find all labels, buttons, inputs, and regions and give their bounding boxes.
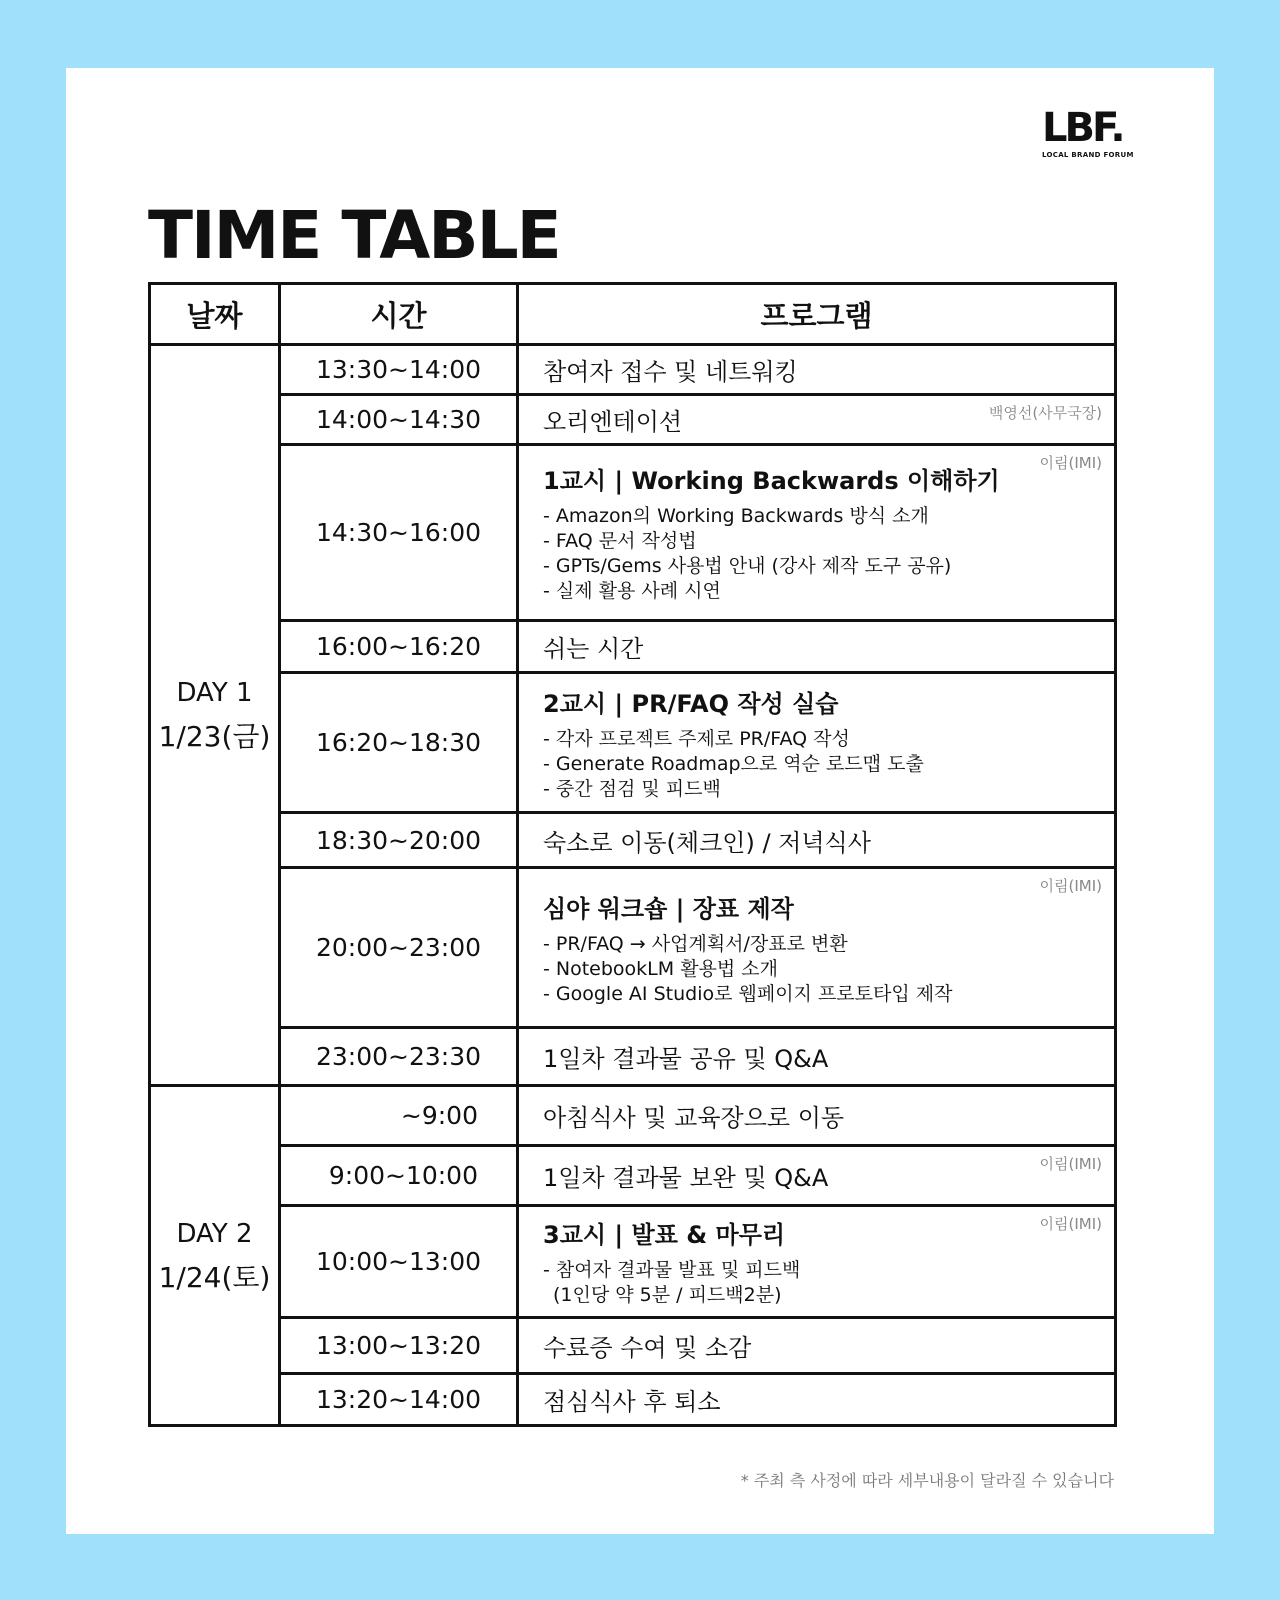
table-row [150, 1374, 1116, 1426]
time-cell: 20:00~23:00 [280, 868, 518, 1028]
program-cell [518, 621, 1116, 673]
program-cell [518, 813, 1116, 868]
program-title: 아침식사 및 교육장으로 이동 [543, 1104, 845, 1132]
footnote: * 주최 측 사정에 따라 세부내용이 달라질 수 있습니다 [740, 1471, 1114, 1490]
time-cell: ~9:00 [280, 1086, 518, 1146]
program-cell [518, 673, 1116, 813]
program-detail: - 중간 점검 및 피드백 [543, 777, 721, 800]
table-row [150, 1206, 1116, 1318]
program-detail: - NotebookLM 활용법 소개 [543, 957, 779, 980]
header-time: 시간 [280, 284, 518, 345]
time-cell: 13:20~14:00 [280, 1374, 518, 1426]
program-detail: - Google AI Studio로 웹페이지 프로토타입 제작 [543, 982, 953, 1005]
logo-subtitle: LOCAL BRAND FORUM [1042, 151, 1134, 159]
header-date: 날짜 [150, 284, 280, 345]
program-cell [518, 1318, 1116, 1374]
time-cell: 13:30~14:00 [280, 345, 518, 395]
program-detail: - 각자 프로젝트 주제로 PR/FAQ 작성 [543, 727, 850, 750]
day-1-cell [150, 345, 280, 1086]
program-detail: - 참여자 결과물 발표 및 피드백 [543, 1259, 801, 1281]
program-title: 심야 워크숍 | 장표 제작 [543, 894, 794, 923]
program-cell [518, 1206, 1116, 1318]
program-cell [518, 1374, 1116, 1426]
time-cell: 18:30~20:00 [280, 813, 518, 868]
program-cell [518, 1146, 1116, 1206]
program-title: 수료증 수여 및 소감 [543, 1334, 752, 1362]
program-title: 숙소로 이동(체크인) / 저녁식사 [543, 828, 871, 857]
program-title: 1교시 | Working Backwards 이해하기 [543, 467, 1000, 495]
day-label: DAY 1 [176, 678, 253, 708]
table-row [150, 345, 1116, 395]
timetable [148, 282, 1117, 1427]
speaker-label: 이림(IMI) [1039, 877, 1102, 895]
table-row [150, 1086, 1116, 1146]
program-title: 점심식사 후 퇴소 [543, 1388, 721, 1416]
speaker-label: 백영선(사무국장) [988, 404, 1102, 422]
program-title: 1일차 결과물 보완 및 Q&A [543, 1164, 829, 1192]
page-title: TIME TABLE [148, 197, 560, 274]
program-cell [518, 395, 1116, 445]
table-row [150, 395, 1116, 445]
program-title: 1일차 결과물 공유 및 Q&A [543, 1045, 829, 1073]
table-row [150, 673, 1116, 813]
time-cell: 23:00~23:30 [280, 1028, 518, 1086]
program-title: 참여자 접수 및 네트워킹 [543, 358, 798, 386]
program-title: 2교시 | PR/FAQ 작성 실습 [543, 689, 839, 718]
day-date: 1/23(금) [158, 720, 271, 753]
program-detail: - PR/FAQ → 사업계획서/장표로 변환 [543, 932, 848, 955]
program-detail: - Amazon의 Working Backwards 방식 소개 [543, 505, 929, 527]
logo-mark: LBF. [1042, 105, 1123, 151]
program-cell [518, 868, 1116, 1028]
program-title: 오리엔테이션 [543, 408, 683, 436]
header-row [150, 284, 1116, 345]
program-title: 쉬는 시간 [543, 635, 644, 663]
program-cell [518, 1028, 1116, 1086]
table-row [150, 621, 1116, 673]
table-row [150, 813, 1116, 868]
time-cell: 9:00~10:00 [280, 1146, 518, 1206]
program-cell [518, 345, 1116, 395]
table-row [150, 1146, 1116, 1206]
table-row [150, 1318, 1116, 1374]
table-row [150, 868, 1116, 1028]
time-cell: 14:30~16:00 [280, 445, 518, 621]
program-detail: (1인당 약 5분 / 피드백2분) [553, 1284, 782, 1306]
program-detail: - 실제 활용 사례 시연 [543, 580, 721, 602]
speaker-label: 이림(IMI) [1039, 1215, 1102, 1233]
program-cell [518, 445, 1116, 621]
program-detail: - FAQ 문서 작성법 [543, 530, 697, 552]
time-cell: 13:00~13:20 [280, 1318, 518, 1374]
time-cell: 10:00~13:00 [280, 1206, 518, 1318]
day-label: DAY 2 [176, 1218, 253, 1249]
speaker-label: 이림(IMI) [1039, 454, 1102, 472]
header-program: 프로그램 [518, 284, 1116, 345]
day-2-cell [150, 1086, 280, 1426]
time-cell: 16:00~16:20 [280, 621, 518, 673]
day-date: 1/24(토) [158, 1260, 271, 1294]
program-title: 3교시 | 발표 & 마무리 [543, 1221, 786, 1249]
time-cell: 16:20~18:30 [280, 673, 518, 813]
program-detail: - GPTs/Gems 사용법 안내 (강사 제작 도구 공유) [543, 555, 952, 577]
lbf-logo [1042, 105, 1146, 160]
table-row [150, 445, 1116, 621]
table-row [150, 1028, 1116, 1086]
time-cell: 14:00~14:30 [280, 395, 518, 445]
program-cell [518, 1086, 1116, 1146]
speaker-label: 이림(IMI) [1039, 1155, 1102, 1173]
program-detail: - Generate Roadmap으로 역순 로드맵 도출 [543, 752, 924, 775]
